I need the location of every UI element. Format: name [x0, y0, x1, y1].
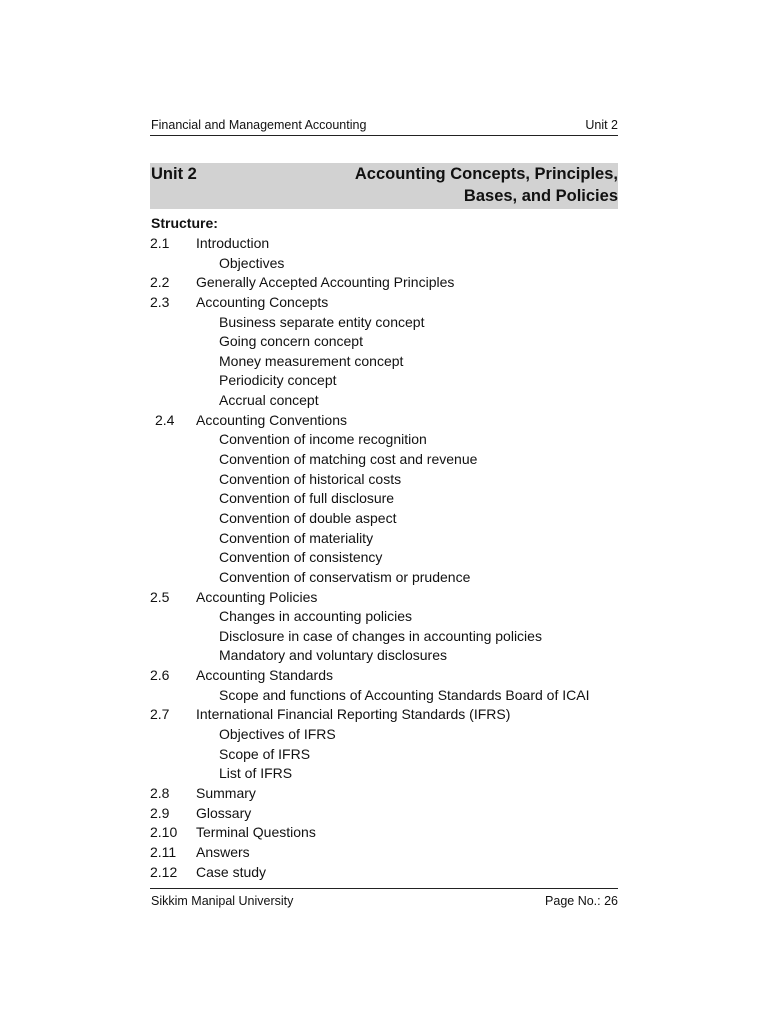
toc-section-number: 2.8 — [150, 784, 170, 801]
toc-subsection-title: Going concern concept — [219, 333, 363, 350]
toc-section-number: 2.9 — [150, 804, 170, 821]
toc-subsection-title: Convention of double aspect — [219, 509, 397, 526]
header-book-title: Financial and Management Accounting — [151, 118, 367, 132]
toc-subsection-title: Business separate entity concept — [219, 313, 425, 330]
toc-subsection-row — [150, 646, 620, 666]
toc-section-row — [150, 705, 620, 725]
running-footer — [150, 888, 618, 911]
unit-title-line-2: Bases, and Policies — [463, 187, 618, 205]
toc-section-title: Accounting Concepts — [196, 293, 329, 310]
toc-subsection-title: Convention of historical costs — [219, 470, 402, 487]
toc-subsection-row — [150, 450, 620, 470]
toc-section-number: 2.12 — [150, 863, 178, 880]
toc-section-row — [150, 273, 620, 293]
toc-subsection-title: Changes in accounting policies — [219, 608, 413, 625]
toc-subsection-row — [150, 529, 620, 549]
toc-subsection-row — [150, 313, 620, 333]
toc-section-title: Accounting Policies — [196, 588, 318, 605]
toc-subsection-title: Mandatory and voluntary disclosures — [219, 647, 448, 664]
toc-subsection-title: List of IFRS — [219, 765, 293, 782]
toc-subsection-title: Convention of consistency — [219, 549, 383, 566]
running-header — [150, 115, 618, 136]
toc-subsection-row — [150, 371, 620, 391]
toc-subsection-row — [150, 607, 620, 627]
toc-section-title: Terminal Questions — [196, 824, 316, 841]
toc-section-row — [150, 666, 620, 686]
toc-section-title: Introduction — [196, 235, 270, 251]
toc-subsection-title: Accrual concept — [219, 392, 319, 409]
header-unit-label: Unit 2 — [585, 118, 618, 132]
toc-subsection-title: Convention of matching cost and revenue — [219, 451, 478, 468]
toc-subsection-title: Convention of full disclosure — [219, 490, 395, 507]
toc-subsection-row — [150, 745, 620, 765]
toc-section-title: Case study — [196, 863, 267, 880]
unit-title-line-1: Accounting Concepts, Principles, — [354, 165, 618, 183]
toc-section-number: 2.2 — [150, 274, 170, 291]
toc-subsection-row — [150, 430, 620, 450]
toc-section-number: 2.6 — [150, 667, 170, 684]
toc-section-number: 2.3 — [150, 293, 170, 310]
toc-subsection-row — [150, 332, 620, 352]
toc-subsection-title: Convention of conservatism or prudence — [219, 568, 471, 585]
toc-section-number: 2.1 — [150, 235, 170, 251]
toc-section-number: 2.10 — [150, 824, 178, 841]
toc-section-title: Summary — [196, 784, 256, 801]
toc-section-row — [150, 804, 620, 824]
table-of-contents — [150, 234, 620, 882]
toc-section-title: Accounting Conventions — [196, 411, 347, 428]
toc-section-number: 2.11 — [150, 843, 177, 860]
toc-section-title: Generally Accepted Accounting Principles — [196, 274, 455, 291]
toc-subsection-title: Periodicity concept — [219, 372, 337, 389]
toc-subsection-title: Disclosure in case of changes in accounting policies — [219, 627, 542, 644]
toc-subsection-row — [150, 254, 620, 274]
toc-section-row — [150, 863, 620, 883]
toc-subsection-row — [150, 548, 620, 568]
toc-section-row — [150, 784, 620, 804]
toc-section-row — [150, 823, 620, 843]
toc-section-number: 2.7 — [150, 706, 170, 723]
toc-subsection-row — [150, 568, 620, 588]
unit-number: Unit 2 — [151, 165, 197, 183]
toc-section-row — [150, 843, 620, 863]
toc-section-number: 2.5 — [150, 588, 170, 605]
toc-subsection-row — [150, 489, 620, 509]
toc-subsection-title: Objectives — [219, 254, 285, 271]
toc-section-title: International Financial Reporting Standards (IFRS) — [196, 706, 511, 723]
toc-subsection-row — [150, 352, 620, 372]
footer-university: Sikkim Manipal University — [151, 894, 294, 908]
toc-subsection-row — [150, 391, 620, 411]
structure-heading: Structure: — [151, 215, 218, 231]
toc-subsection-row — [150, 509, 620, 529]
toc-section-row — [150, 588, 620, 608]
toc-section-row — [150, 411, 620, 431]
toc-subsection-title: Money measurement concept — [219, 352, 404, 369]
footer-page-number: Page No.: 26 — [545, 894, 618, 908]
toc-subsection-row — [150, 627, 620, 647]
toc-subsection-title: Convention of income recognition — [219, 431, 427, 448]
toc-section-row — [150, 234, 620, 254]
toc-subsection-row — [150, 764, 620, 784]
toc-subsection-title: Objectives of IFRS — [219, 726, 336, 743]
toc-section-title: Answers — [196, 843, 250, 860]
toc-subsection-title: Scope of IFRS — [219, 745, 311, 762]
unit-title-banner — [150, 163, 618, 209]
toc-subsection-row — [150, 470, 620, 490]
toc-subsection-row — [150, 725, 620, 745]
toc-subsection-title: Convention of materiality — [219, 529, 374, 546]
toc-section-number: 2.4 — [155, 411, 175, 428]
toc-subsection-title: Scope and functions of Accounting Standards Board of ICAI — [219, 686, 590, 703]
toc-section-row — [150, 293, 620, 313]
toc-section-title: Accounting Standards — [196, 667, 333, 684]
toc-subsection-row — [150, 686, 620, 706]
toc-section-title: Glossary — [196, 804, 252, 821]
